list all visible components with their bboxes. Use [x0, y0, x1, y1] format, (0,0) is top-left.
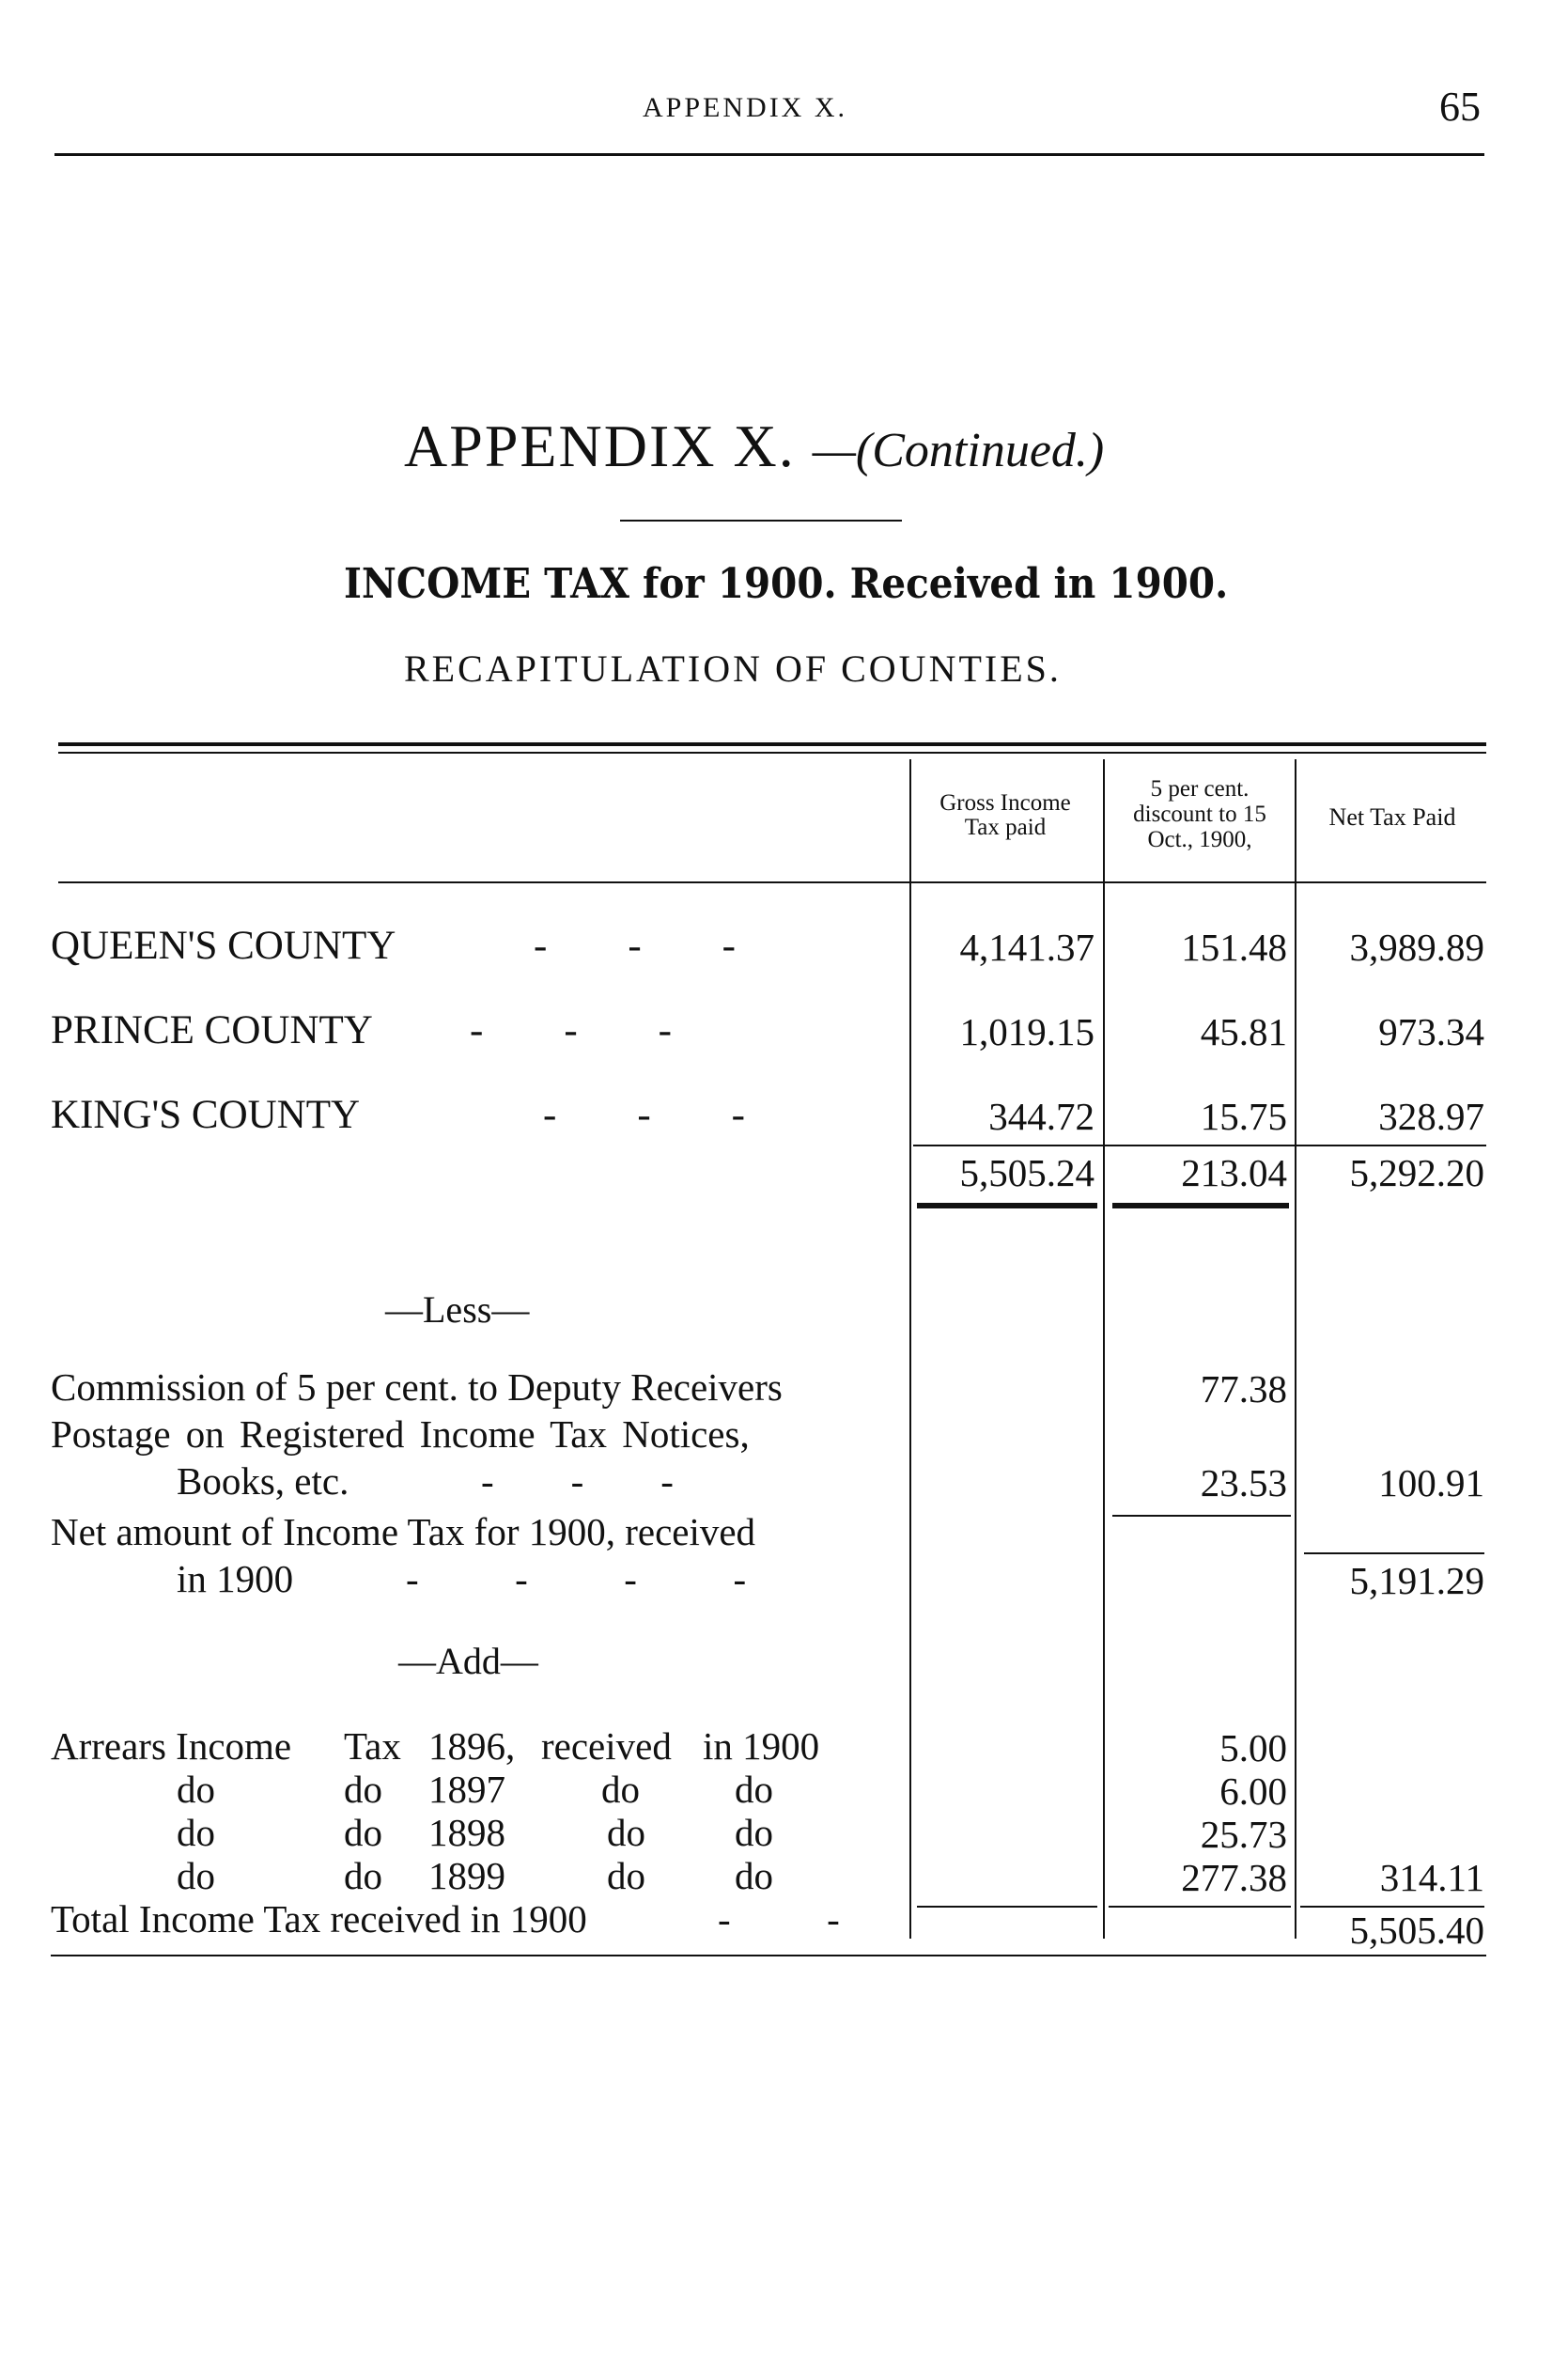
col-rule-1 [909, 759, 911, 1939]
add-heading: —Add— [398, 1640, 538, 1682]
total-net: 5,292.20 [1349, 1151, 1484, 1194]
arrears-c1: do [177, 1768, 215, 1811]
arrears-c4: do [607, 1854, 645, 1897]
leader-dashes: - - - - [406, 1557, 747, 1600]
header-net-tax: Net Tax Paid [1328, 803, 1456, 831]
grand-total-label: Total Income Tax received in 1900 [51, 1897, 587, 1940]
arrears-discount: 6.00 [1219, 1769, 1287, 1813]
appendix-title-continued: —(Continued.) [812, 424, 1105, 477]
arrears-c4: do [601, 1768, 640, 1811]
arrears-c4: received [541, 1724, 672, 1768]
leader-dashes: - - - [534, 924, 736, 968]
arrears-discount: 5.00 [1219, 1726, 1287, 1769]
running-header: APPENDIX X. [643, 92, 848, 123]
net-amount-rule [1304, 1552, 1484, 1554]
table-top-rule-2 [58, 752, 1486, 754]
arrears-c3: 1898 [428, 1811, 505, 1854]
page-number: 65 [1439, 84, 1481, 130]
header-gross-line1: Gross Income [939, 790, 1071, 816]
arrears-c3: 1896, [428, 1724, 516, 1768]
header-gross-income [911, 791, 1099, 840]
totals-thick-rule-gross [917, 1203, 1097, 1208]
postage-net: 100.91 [1378, 1461, 1484, 1504]
arrears-c5: do [735, 1811, 773, 1854]
arrears-c2: do [344, 1811, 382, 1854]
arrears-c5: in 1900 [703, 1724, 820, 1768]
less-heading: —Less— [385, 1288, 530, 1331]
arrears-c2: do [344, 1768, 382, 1811]
gross-value: 4,141.37 [959, 926, 1094, 969]
arrears-net: 314.11 [1379, 1856, 1484, 1899]
header-rule [54, 153, 1484, 156]
net-value: 328.97 [1378, 1095, 1484, 1138]
net-amount-label-line1: Net amount of Income Tax for 1900, received [51, 1510, 756, 1553]
less-discount-rule [1112, 1515, 1291, 1517]
arrears-c3: 1899 [428, 1854, 505, 1897]
arrears-c1: do [177, 1811, 215, 1854]
grand-total-net: 5,505.40 [1349, 1909, 1484, 1952]
discount-value: 45.81 [1200, 1010, 1287, 1053]
arrears-c1: do [177, 1854, 215, 1897]
grand-total-rule-discount [1109, 1906, 1291, 1908]
net-value: 973.34 [1378, 1010, 1484, 1053]
header-gross-line2: Tax paid [964, 815, 1047, 840]
arrears-c5: do [735, 1854, 773, 1897]
table-bottom-rule [51, 1955, 1486, 1956]
arrears-c4: do [607, 1811, 645, 1854]
discount-value: 151.48 [1181, 926, 1287, 969]
commission-label: Commission of 5 per cent. to Deputy Receivers [51, 1365, 783, 1409]
leader-dashes: - - - [481, 1459, 674, 1503]
arrears-c2: Tax [344, 1724, 401, 1768]
grand-total-rule-gross [917, 1906, 1097, 1908]
header-discount-line3: Oct., 1900, [1147, 827, 1252, 852]
county-name: KING'S COUNTY [51, 1093, 361, 1137]
discount-value: 15.75 [1200, 1095, 1287, 1138]
col-rule-2 [1103, 759, 1105, 1939]
header-bottom-rule [58, 881, 1486, 883]
gross-value: 344.72 [988, 1095, 1094, 1138]
total-gross: 5,505.24 [959, 1151, 1094, 1194]
leader-dashes: - - [718, 1897, 840, 1940]
arrears-c3: 1897 [428, 1768, 505, 1811]
county-name: PRINCE COUNTY [51, 1008, 373, 1052]
gross-value: 1,019.15 [959, 1010, 1094, 1053]
leader-dashes: - - - [470, 1008, 672, 1052]
appendix-title-main: APPENDIX X. [404, 413, 796, 479]
recapitulation-heading: RECAPITULATION OF COUNTIES. [404, 647, 1062, 690]
postage-discount: 23.53 [1200, 1461, 1287, 1504]
postage-label-line1: Postage on Registered Income Tax Notices, [51, 1412, 750, 1456]
income-tax-subtitle: INCOME TAX for 1900. Received in 1900. [344, 560, 1229, 608]
header-discount [1105, 776, 1295, 852]
totals-thick-rule-discount [1112, 1203, 1289, 1208]
leader-dashes: - - - [543, 1093, 745, 1137]
net-amount-label-line2: in 1900 [177, 1557, 294, 1600]
county-name: QUEEN'S COUNTY [51, 924, 396, 968]
appendix-title [404, 412, 1104, 481]
postage-label-line2: Books, etc. [177, 1459, 349, 1503]
commission-discount: 77.38 [1200, 1367, 1287, 1410]
header-discount-line2: discount to 15 [1133, 802, 1266, 827]
subtotal-rule [913, 1145, 1486, 1146]
arrears-discount: 25.73 [1200, 1813, 1287, 1856]
table-top-rule [58, 742, 1486, 746]
net-amount-value: 5,191.29 [1349, 1559, 1484, 1602]
total-discount: 213.04 [1181, 1151, 1287, 1194]
header-discount-line1: 5 per cent. [1150, 776, 1250, 802]
net-value: 3,989.89 [1349, 926, 1484, 969]
arrears-c5: do [735, 1768, 773, 1811]
title-rule [620, 520, 902, 522]
arrears-c1: Arrears Income [51, 1724, 292, 1768]
col-rule-3 [1295, 759, 1296, 1939]
arrears-discount: 277.38 [1181, 1856, 1287, 1899]
arrears-c2: do [344, 1854, 382, 1897]
